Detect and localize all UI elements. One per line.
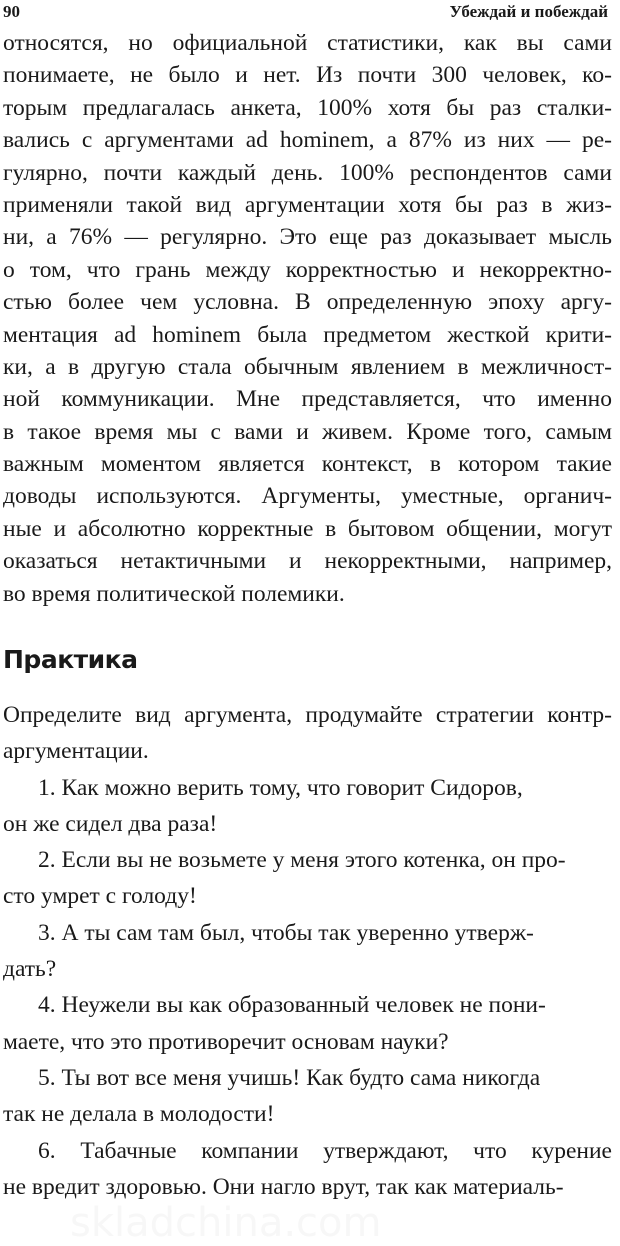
- intro-line: аргументации.: [3, 738, 149, 765]
- exercise-item: [3, 1060, 612, 1133]
- text-line: ментация ad hominem была предметом жесткой крити-: [3, 321, 612, 348]
- exercise-continuation: так не делала в молодости!: [3, 1101, 275, 1128]
- page-header: [0, 0, 620, 24]
- intro-line: Определите вид аргумента, продумайте стратегии контр-: [3, 702, 612, 728]
- exercise-first-line: 2. Если вы не возьмете у меня этого котенка, он про-: [38, 847, 566, 874]
- text-line: ни, а 76% — регулярно. Это еще раз доказывает мысль: [3, 224, 612, 251]
- text-line: вались с аргументами ad hominem, а 87% из них — ре-: [3, 127, 612, 154]
- text-line: гулярно, почти каждый день. 100% респондентов сами: [3, 159, 612, 186]
- practice-section: [3, 697, 612, 1205]
- exercise-item: [3, 987, 612, 1060]
- exercise-continuation: сто умрет с голоду!: [3, 883, 197, 910]
- exercise-first-line: 6. Табачные компании утверждают, что курение: [38, 1137, 612, 1164]
- text-line: во время политической полемики.: [3, 580, 345, 607]
- exercise-continuation: дать?: [3, 956, 57, 983]
- exercise-first-line: 4. Неужели вы как образованный человек не пони-: [38, 992, 546, 1019]
- text-line: стью более чем условна. В определенную эпоху аргу-: [3, 289, 612, 316]
- exercise-first-line: 3. А ты сам там был, чтобы так уверенно утверж-: [38, 919, 534, 946]
- exercise-first-line: 1. Как можно верить тому, что говорит Сидоров,: [38, 774, 523, 801]
- text-line: торым предлагалась анкета, 100% хотя бы раз сталки-: [3, 94, 612, 121]
- exercise-item: [3, 1133, 612, 1206]
- section-heading: Практика: [3, 645, 138, 674]
- exercise-item: [3, 770, 612, 843]
- text-line: понимаете, не было и нет. Из почти 300 человек, ко-: [3, 62, 612, 89]
- text-line: в такое время мы с вами и живем. Кроме того, самым: [3, 418, 612, 445]
- text-line: относятся, но официальной статистики, как вы сами: [3, 30, 612, 56]
- exercise-continuation: не вредит здоровью. Они нагло врут, так как материаль-: [3, 1173, 564, 1200]
- text-line: ки, а в другую стала обычным явлением в межличност-: [3, 353, 612, 380]
- page-number: 90: [3, 2, 20, 21]
- text-line: применяли такой вид аргументации хотя бы раз в жиз-: [3, 191, 612, 218]
- watermark: skladchina.com: [70, 1200, 382, 1246]
- text-line: оказаться нетактичными и некорректными, например,: [3, 548, 612, 575]
- exercise-continuation: маете, что это противоречит основам науки?: [3, 1028, 449, 1055]
- body-paragraph: [3, 27, 612, 610]
- text-line: о том, что грань между корректностью и некорректно-: [3, 256, 612, 283]
- text-line: важным моментом является контекст, в котором такие: [3, 451, 612, 478]
- text-line: ной коммуникации. Мне представляется, что именно: [3, 386, 612, 413]
- exercise-first-line: 5. Ты вот все меня учишь! Как будто сама никогда: [38, 1064, 541, 1091]
- text-line: доводы используются. Аргументы, уместные, органич-: [3, 483, 612, 510]
- running-title: Убеждай и побеждай: [449, 2, 608, 21]
- exercise-item: [3, 842, 612, 915]
- text-line: ные и абсолютно корректные в бытовом общении, могут: [3, 515, 612, 542]
- exercise-item: [3, 915, 612, 988]
- exercise-continuation: он же сидел два раза!: [3, 810, 218, 837]
